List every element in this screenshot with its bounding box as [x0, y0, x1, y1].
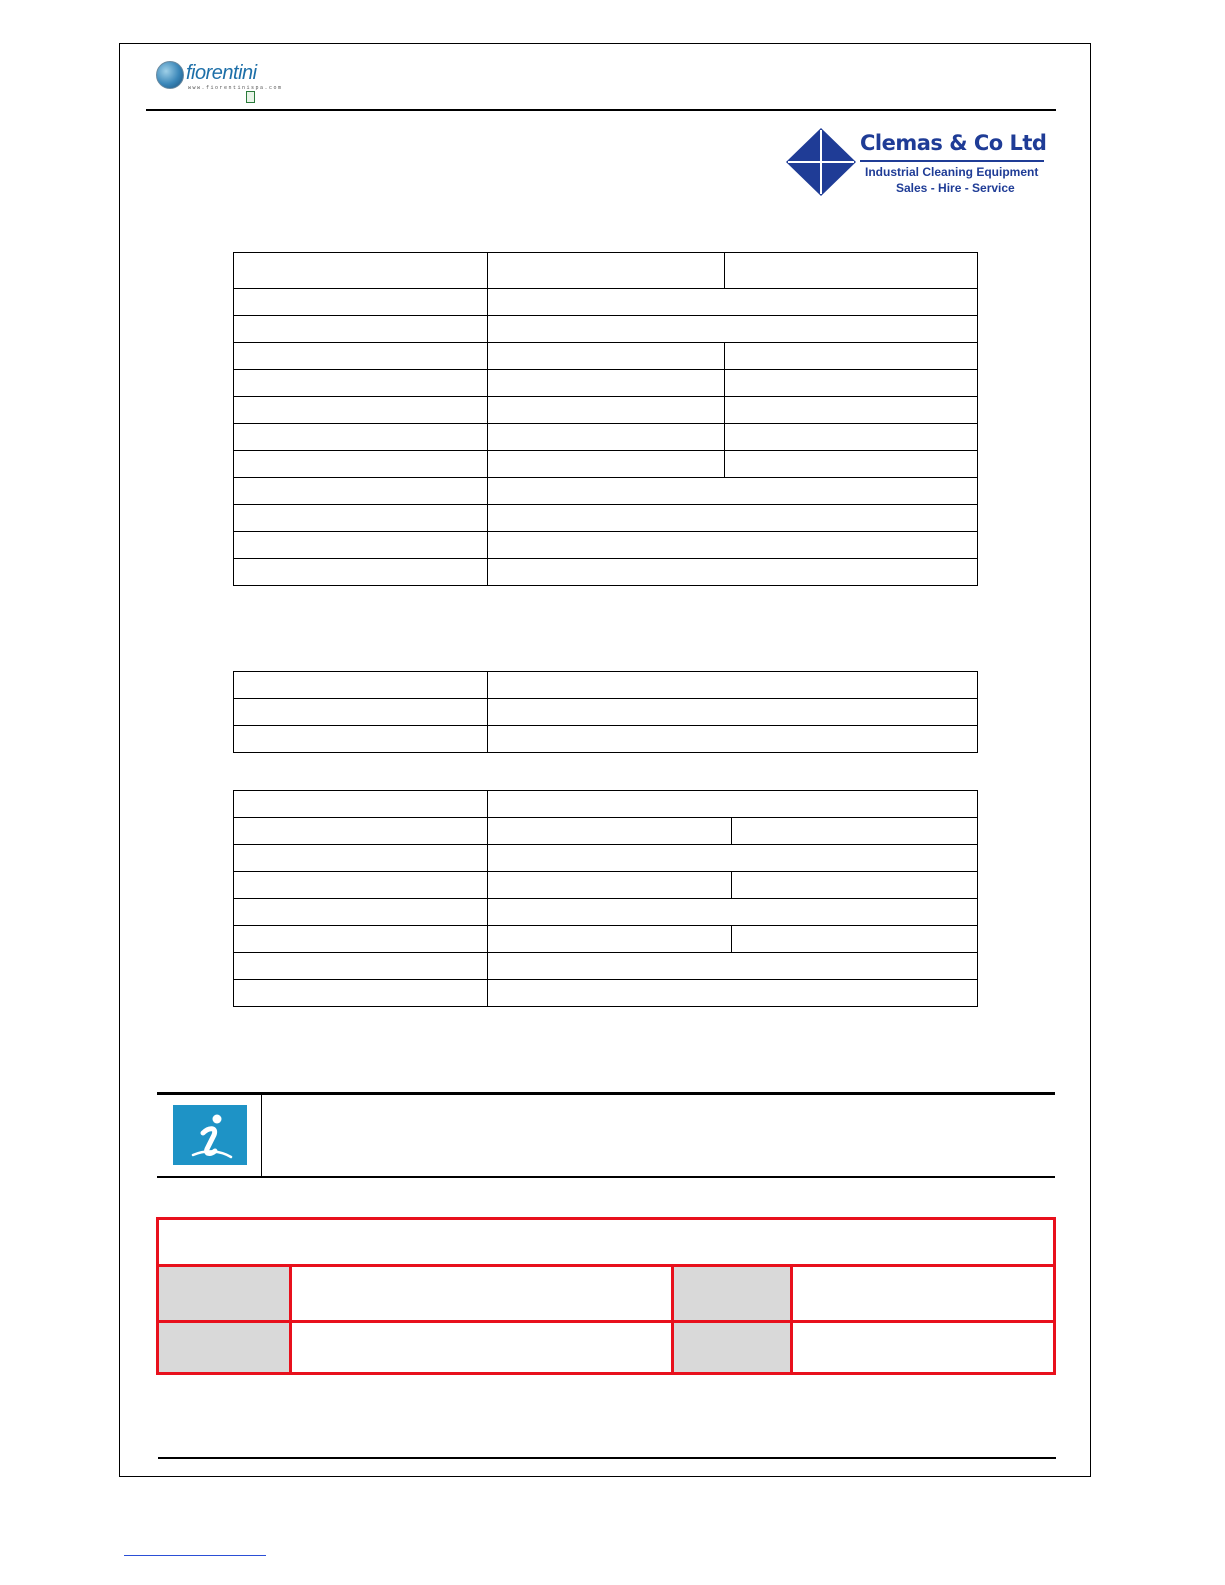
revision-label-cell: [674, 1267, 790, 1320]
table-cell: [234, 818, 488, 845]
table-cell: [234, 559, 488, 586]
table-cell: [488, 672, 978, 699]
info-note: [157, 1092, 1055, 1178]
table-row: [234, 726, 978, 753]
table-row: [234, 818, 978, 845]
globe-icon: [156, 61, 184, 89]
table-cell: [488, 316, 978, 343]
table-cell: [488, 397, 725, 424]
table-row: [234, 397, 978, 424]
table-cell: [234, 316, 488, 343]
table-row: [234, 926, 978, 953]
table-cell: [234, 478, 488, 505]
table-cell: [725, 370, 978, 397]
table-row: [234, 980, 978, 1007]
table-cell: [488, 791, 978, 818]
table-cell: [234, 253, 488, 289]
table-cell: [488, 699, 978, 726]
table-cell: [488, 505, 978, 532]
table-cell: [488, 424, 725, 451]
revision-label-cell: [159, 1323, 289, 1372]
table-cell: [234, 953, 488, 980]
table-row: [234, 451, 978, 478]
spec-table-2: [233, 671, 978, 753]
diamond-logo-icon: [786, 128, 856, 196]
revision-label-cell: [159, 1267, 289, 1320]
table-row: [234, 316, 978, 343]
revision-table: [156, 1217, 1056, 1375]
table-cell: [234, 980, 488, 1007]
footer-rule: [158, 1457, 1056, 1459]
table-cell: [488, 370, 725, 397]
table-cell: [725, 253, 978, 289]
table-row: [234, 343, 978, 370]
info-glyph-icon: [173, 1105, 247, 1165]
table-row: [234, 845, 978, 872]
table-row: [234, 899, 978, 926]
table-cell: [234, 699, 488, 726]
revision-table-title: [159, 1220, 1053, 1264]
fiorentini-url: www.fiorentinispa.com: [188, 85, 283, 91]
table-cell: [488, 872, 732, 899]
table-cell: [488, 899, 978, 926]
table-cell: [488, 845, 978, 872]
table-cell: [234, 899, 488, 926]
table-cell: [725, 343, 978, 370]
table-cell: [732, 926, 978, 953]
table-row: [234, 505, 978, 532]
fiorentini-wordmark: fiorentini: [186, 62, 257, 84]
table-cell: [234, 289, 488, 316]
table-cell: [488, 726, 978, 753]
table-cell: [725, 424, 978, 451]
table-cell: [234, 926, 488, 953]
table-cell: [488, 980, 978, 1007]
clemas-title: Clemas & Co Ltd: [860, 131, 1047, 155]
table-row: [234, 559, 978, 586]
table-cell: [488, 289, 978, 316]
footer-link-underline[interactable]: [124, 1555, 266, 1556]
table-cell: [234, 532, 488, 559]
info-icon: [173, 1105, 247, 1165]
table-cell: [234, 726, 488, 753]
table-cell: [488, 451, 725, 478]
table-row: [234, 699, 978, 726]
table-row: [234, 791, 978, 818]
table-cell: [234, 370, 488, 397]
clemas-subtitle: Industrial Cleaning Equipment: [865, 165, 1039, 179]
table-cell: [488, 532, 978, 559]
clemas-underline: [860, 160, 1044, 162]
table-cell: [732, 818, 978, 845]
table-cell: [234, 672, 488, 699]
info-note-bottom-rule: [157, 1176, 1055, 1178]
table-cell: [234, 451, 488, 478]
revision-value-cell: [292, 1323, 671, 1372]
revision-value-cell: [793, 1323, 1053, 1372]
table-row: [234, 253, 978, 289]
table-row: [234, 872, 978, 899]
revision-value-cell: [793, 1267, 1053, 1320]
info-note-divider: [261, 1095, 262, 1176]
table-cell: [234, 505, 488, 532]
table-row: [234, 953, 978, 980]
certification-badge-icon: [246, 91, 255, 103]
clemas-tagline: Sales - Hire - Service: [896, 181, 1015, 195]
table-cell: [488, 559, 978, 586]
table-cell: [488, 253, 725, 289]
table-row: [234, 370, 978, 397]
table-cell: [488, 953, 978, 980]
table-cell: [732, 872, 978, 899]
table-cell: [488, 926, 732, 953]
table-row: [234, 478, 978, 505]
header-rule: [146, 109, 1056, 111]
table-cell: [234, 791, 488, 818]
table-cell: [725, 397, 978, 424]
spec-table-1: [233, 252, 978, 586]
info-note-top-rule: [157, 1092, 1055, 1095]
table-cell: [488, 478, 978, 505]
clemas-logo: [786, 128, 1046, 198]
table-cell: [234, 397, 488, 424]
table-cell: [725, 451, 978, 478]
table-row: [234, 424, 978, 451]
table-row: [234, 289, 978, 316]
revision-value-cell: [292, 1267, 671, 1320]
table-cell: [488, 343, 725, 370]
fiorentini-logo: [156, 58, 283, 106]
table-cell: [234, 872, 488, 899]
table-cell: [234, 424, 488, 451]
table-row: [234, 672, 978, 699]
table-cell: [488, 818, 732, 845]
table-cell: [234, 845, 488, 872]
spec-table-3: [233, 790, 978, 1007]
table-row: [234, 532, 978, 559]
revision-label-cell: [674, 1323, 790, 1372]
table-cell: [234, 343, 488, 370]
